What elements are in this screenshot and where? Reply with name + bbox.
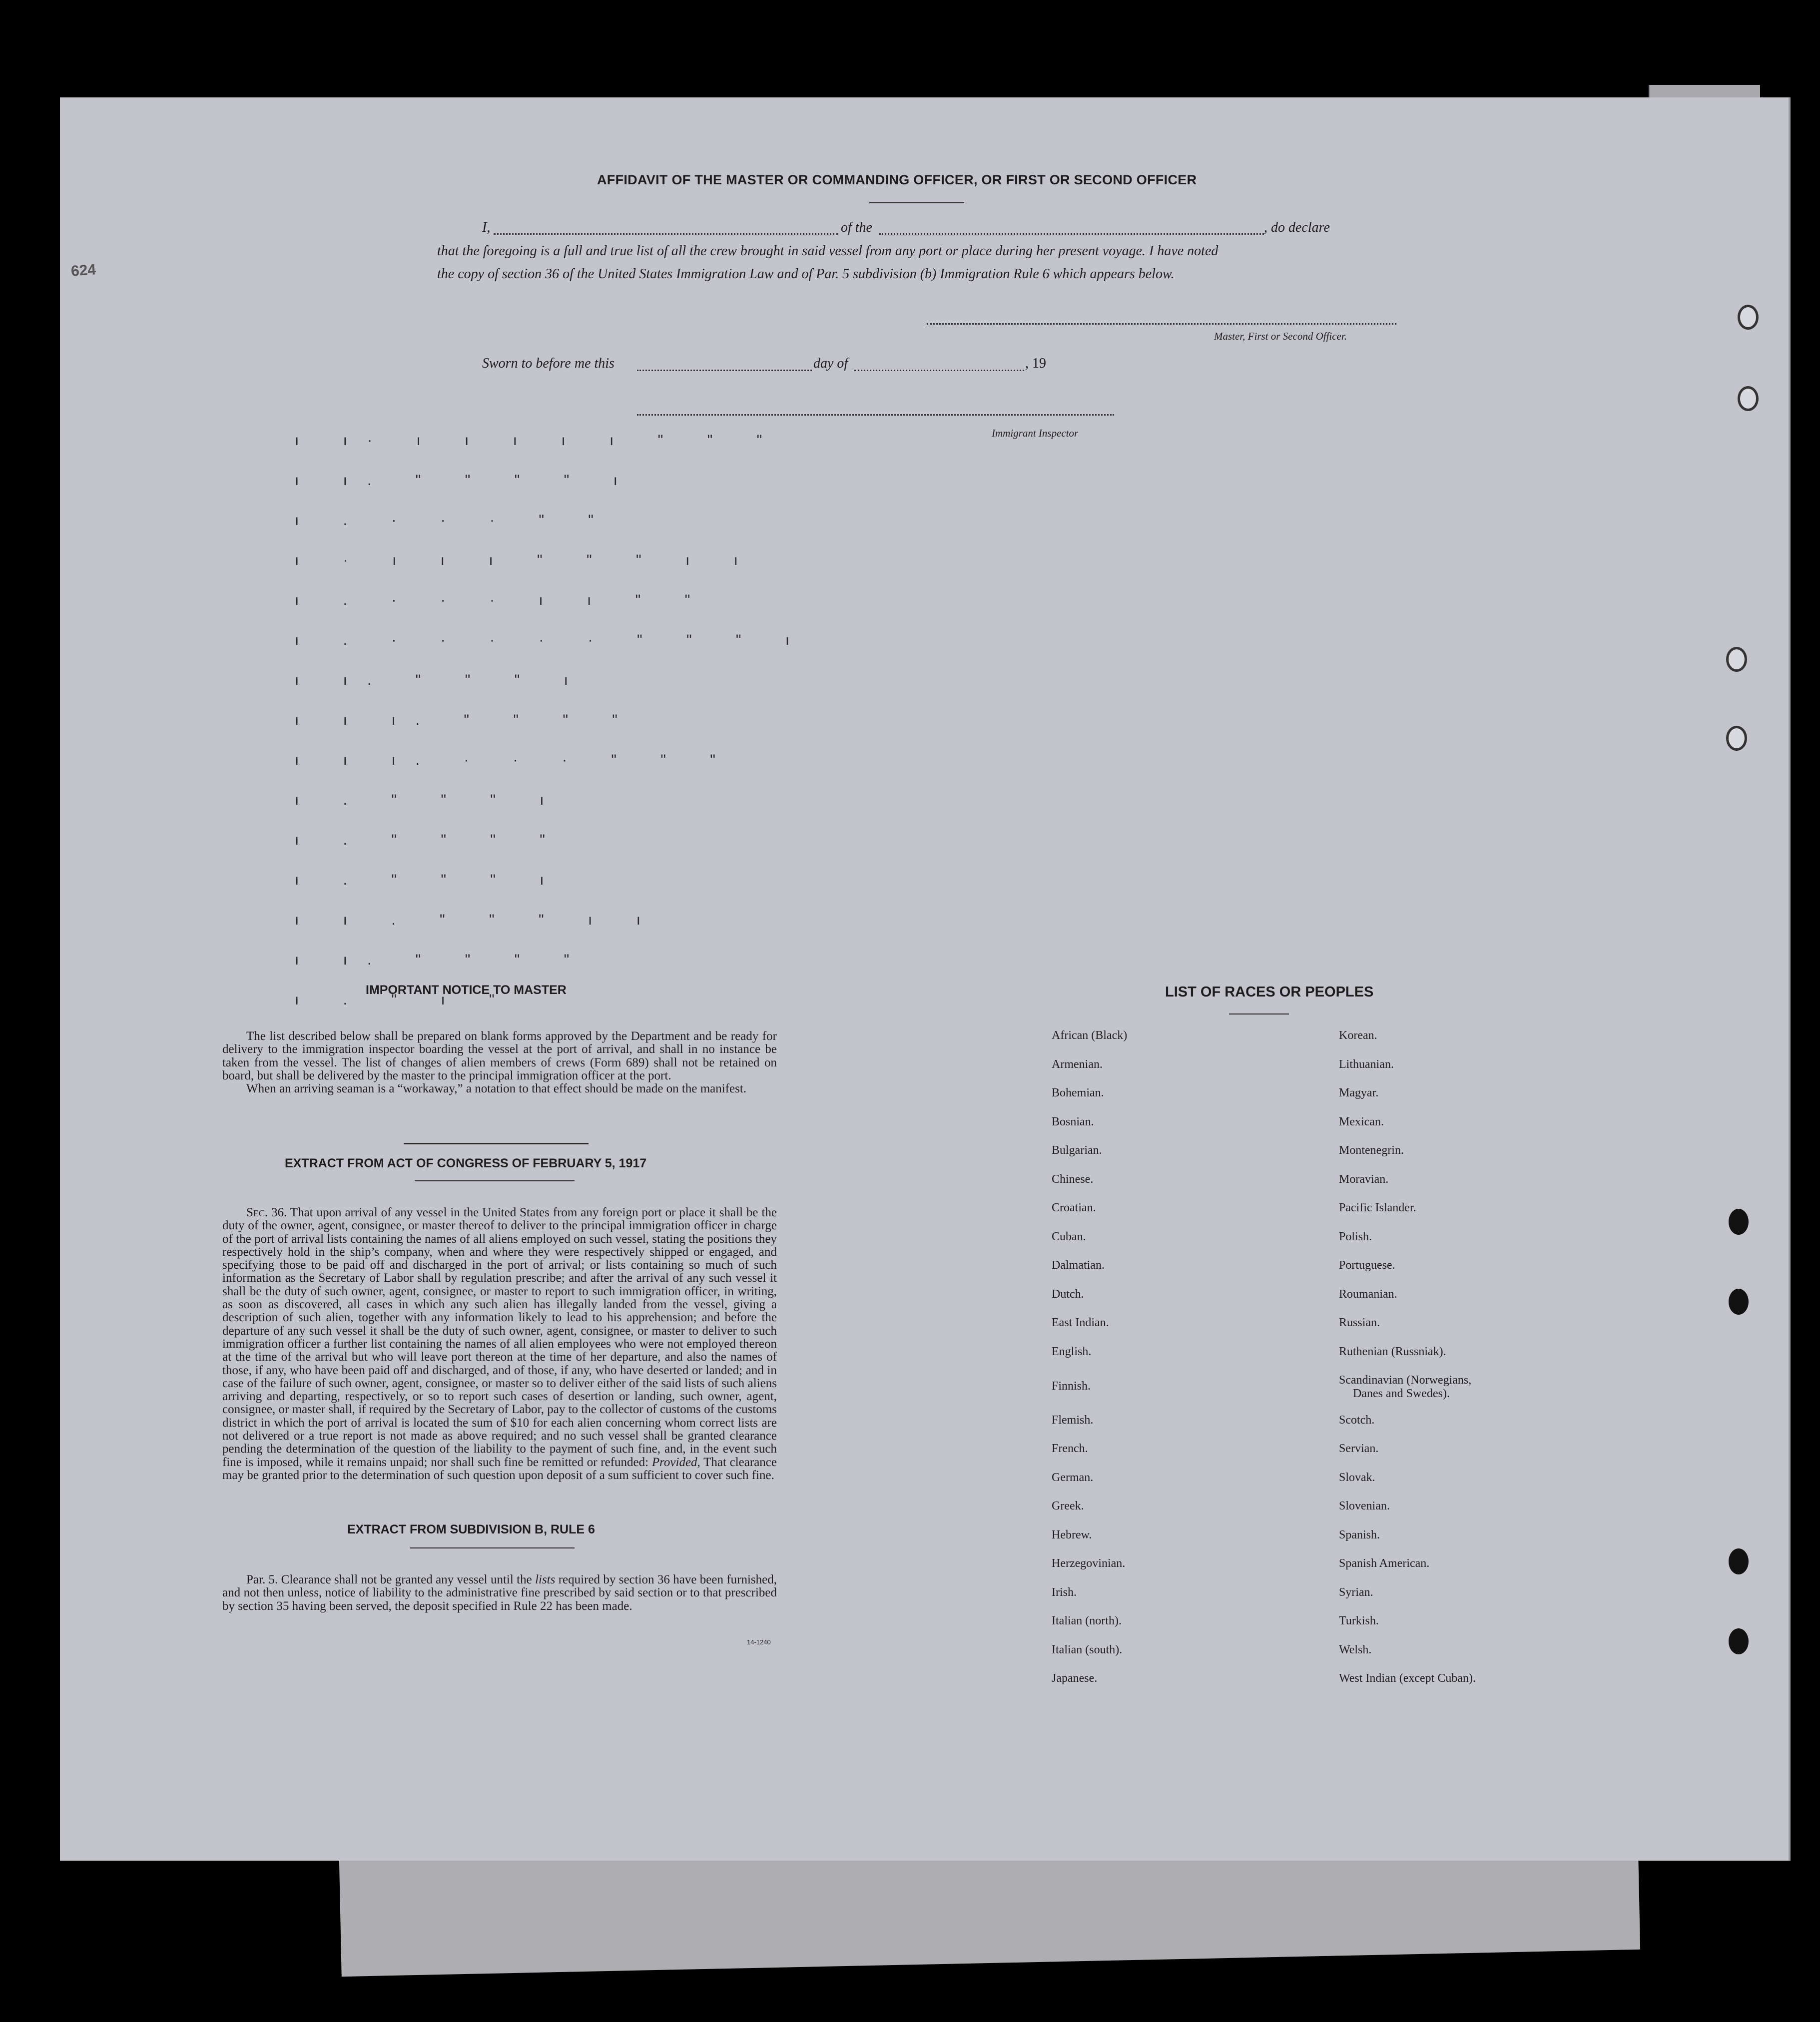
affidavit-title: AFFIDAVIT OF THE MASTER OR COMMANDING OFFICER, OR FIRST OR SECOND OFFICER <box>597 172 1197 187</box>
race-item-left: Dalmatian. <box>1052 1259 1105 1272</box>
race-item-right: Pacific Islander. <box>1339 1201 1416 1214</box>
bleed-through-marks: ı . " ı " <box>295 992 515 1008</box>
race-item-right: Danes and Swedes). <box>1353 1387 1450 1400</box>
race-item-left: Croatian. <box>1052 1201 1096 1214</box>
race-item-left: German. <box>1052 1471 1094 1484</box>
inspector-signature-blank[interactable] <box>637 414 1114 416</box>
race-item-left: Cuban. <box>1052 1230 1086 1243</box>
notice-paragraph-1: The list described below shall be prepared on blank forms approved by the Department and be ready for delivery to the immigration inspector boarding the vessel at the port of arrival, and shall in no instance be taken from the vessel. The list of changes of alien members of crews (Form 689) shall not be retained on board, but shall be delivered by the master to the principal immigration officer at the port. <box>222 1029 777 1082</box>
bleed-through-marks: ı · ı ı ı " " " ı ı <box>295 552 758 568</box>
act-rule <box>415 1180 575 1181</box>
rule-heading: EXTRACT FROM SUBDIVISION B, RULE 6 <box>347 1522 595 1536</box>
race-item-right: Slovenian. <box>1339 1500 1390 1513</box>
affidavit-line-2: that the foregoing is a full and true list of all the crew brought in said vessel from any port or place during her present voyage. I have noted <box>437 243 1218 259</box>
race-item-right: Turkish. <box>1339 1614 1379 1627</box>
do-declare-label: , do declare <box>1264 220 1330 235</box>
affidavit-i-label: I, <box>482 220 491 235</box>
race-item-left: Bosnian. <box>1052 1115 1094 1128</box>
bleed-through-marks: ı . · · · " " <box>295 512 613 528</box>
bleed-through-marks: ı ı. " " " " ı <box>295 472 637 489</box>
rule-body-pre: Par. 5. Clearance shall not be granted any vessel until the <box>246 1573 532 1586</box>
punch-hole <box>1729 1289 1749 1315</box>
bleed-through-marks: ı . " " " " <box>295 832 565 848</box>
bleed-through-marks: ı ı ı. · · · " " " <box>295 752 735 768</box>
race-item-left: Hebrew. <box>1052 1528 1092 1541</box>
race-item-left: Bulgarian. <box>1052 1144 1102 1157</box>
race-item-right: Welsh. <box>1339 1643 1372 1656</box>
race-item-left: Herzegovinian. <box>1052 1557 1126 1570</box>
race-item-right: Mexican. <box>1339 1115 1384 1128</box>
bleed-through-marks: ı ı· ı ı ı ı ı " " " <box>295 432 782 449</box>
name-blank[interactable] <box>494 233 838 235</box>
race-item-right: Polish. <box>1339 1230 1372 1243</box>
race-item-right: Lithuanian. <box>1339 1057 1394 1071</box>
sworn-label: Sworn to before me this <box>482 356 614 371</box>
act-text <box>222 1206 777 1482</box>
punch-hole <box>1726 726 1747 751</box>
rule-body-em: lists <box>535 1573 556 1586</box>
day-of-label: day of <box>813 356 848 371</box>
margin-number: 624 <box>70 261 97 280</box>
race-item-left: French. <box>1052 1442 1088 1455</box>
sworn-day-blank[interactable] <box>637 370 812 371</box>
race-item-right: Roumanian. <box>1339 1287 1397 1301</box>
race-item-right: Portuguese. <box>1339 1259 1395 1272</box>
race-item-left: African (Black) <box>1052 1029 1128 1042</box>
of-the-label: of the <box>841 220 872 235</box>
bleed-through-marks: ı . · · · · · " " " ı <box>295 632 810 648</box>
section-label: Sec. 36. <box>246 1206 287 1219</box>
vessel-blank[interactable] <box>879 233 1264 235</box>
master-signature-blank[interactable] <box>927 323 1396 325</box>
punch-hole <box>1726 647 1747 672</box>
race-item-right: Spanish American. <box>1339 1557 1430 1570</box>
race-item-left: Irish. <box>1052 1585 1077 1599</box>
act-body: That upon arrival of any vessel in the United States from any foreign port or place it shall be the duty of the owner, agent, consignee, or master thereof to deliver to the principal immigration officer in charge of the port of arrival lists containing the names of all aliens employed on such vessel, stating the positions they respectively hold in the ship’s company, when and where they were respectively shipped or engaged, and specifying those to be paid off and discharged in the port of arrival; or lists containing so much of such information as the Secretary of Labor shall by regulation prescribe; and after the arrival of any such vessel it shall be the duty of such owner, agent, consignee, or master to report to such immigration officer, in writing, as soon as discovered, all cases in which any such alien has illegally landed from the vessel, giving a description of such alien, together with any information likely to lead to his apprehension; and before the departure of any such vessel it shall be the duty of such owner, agent, consignee, or master to deliver to such immigration officer a further list containing the names of all alien employees who were not employed thereon at the time of the arrival but who will leave port thereon at the time of her departure, and also the names of those, if any, who have been paid off and discharged, and of those, if any, who have deserted or landed; and in case of the failure of such owner, agent, consignee, or master so to deliver either of the said lists of such aliens arriving and departing, respectively, or so to report such cases of desertion or landing, such owner, agent, consignee, or master shall, if required by the Secretary of Labor, pay to the collector of customs of the customs district in which the port of arrival is located the sum of $10 for each alien concerning whom correct lists are not delivered or a true report is not made as above required; and no such vessel shall be granted clearance pending the determination of the question of the liability to the payment of such fine, and, in the event such fine is imposed, while it remains unpaid; nor shall such fine be remitted or refunded: <box>222 1206 777 1469</box>
master-signature-label: Master, First or Second Officer. <box>1214 330 1347 342</box>
race-item-right: Montenegrin. <box>1339 1144 1404 1157</box>
race-item-right: Russian. <box>1339 1316 1380 1329</box>
race-item-right: Ruthenian (Russniak). <box>1339 1345 1446 1358</box>
notice-heading: IMPORTANT NOTICE TO MASTER <box>366 983 567 997</box>
race-item-right: Slovak. <box>1339 1471 1375 1484</box>
races-rule <box>1229 1013 1289 1014</box>
race-item-right: Syrian. <box>1339 1585 1373 1599</box>
race-item-right: Spanish. <box>1339 1528 1380 1541</box>
bleed-through-marks: ı ı. " " " " <box>295 952 590 968</box>
year-label: , 19 <box>1025 356 1046 371</box>
manifest-page <box>60 97 1791 1861</box>
act-heading: EXTRACT FROM ACT OF CONGRESS OF FEBRUARY 5, 1917 <box>285 1156 647 1170</box>
race-item-left: Finnish. <box>1052 1380 1091 1393</box>
race-item-right: Moravian. <box>1339 1172 1389 1186</box>
race-item-left: Italian (north). <box>1052 1614 1122 1627</box>
race-item-right: Servian. <box>1339 1442 1379 1455</box>
bleed-through-marks: ı . " " " ı <box>295 872 564 888</box>
bleed-through-marks: ı ı ı. " " " " <box>295 712 637 728</box>
bleed-through-marks: ı . · · · ı ı " " <box>295 592 710 608</box>
punch-hole <box>1729 1548 1749 1574</box>
notice-rule <box>404 1143 589 1144</box>
bleed-through-marks: ı ı. " " " ı <box>295 672 588 688</box>
sworn-month-blank[interactable] <box>854 370 1024 371</box>
punch-hole <box>1738 305 1759 330</box>
race-item-left: English. <box>1052 1345 1092 1358</box>
inspector-label: Immigrant Inspector <box>992 427 1079 439</box>
race-item-left: Flemish. <box>1052 1413 1094 1427</box>
bleed-through-marks: ı . " " " ı <box>295 792 564 808</box>
notice-paragraph-2: When an arriving seaman is a “workaway,” a notation to that effect should be made on the manifest. <box>246 1082 747 1096</box>
race-item-right: Korean. <box>1339 1029 1377 1042</box>
race-item-right: Magyar. <box>1339 1086 1379 1099</box>
title-underline <box>869 202 964 203</box>
race-item-left: Dutch. <box>1052 1287 1084 1301</box>
races-heading: LIST OF RACES OR PEOPLES <box>1165 984 1374 1000</box>
punch-hole <box>1729 1209 1749 1235</box>
bleed-through-marks: ı ı . " " " ı ı <box>295 912 660 928</box>
punch-hole <box>1738 386 1759 411</box>
notice-text <box>222 1030 777 1095</box>
race-item-left: Japanese. <box>1052 1672 1098 1685</box>
race-item-left: Italian (south). <box>1052 1643 1123 1656</box>
form-number: 14-1240 <box>747 1638 771 1646</box>
rule-text <box>222 1573 777 1613</box>
race-item-right: Scotch. <box>1339 1413 1375 1427</box>
provided-label: Provided, <box>651 1455 700 1469</box>
rule-body-post: required by section 36 have been furnished, and not then unless, notice of liability to the administrative fine prescribed by said section or to that prescribed by section 35 having been served, the deposit specified in Rule 22 has been made. <box>222 1573 777 1613</box>
race-item-right: Scandinavian (Norwegians, <box>1339 1374 1472 1387</box>
race-item-right: West Indian (except Cuban). <box>1339 1672 1476 1685</box>
act-body-end: That clearance may be granted prior to the determination of such question upon deposit of a sum sufficient to cover such fine. <box>222 1455 777 1482</box>
race-item-left: Bohemian. <box>1052 1086 1104 1099</box>
rule-rule <box>410 1547 575 1548</box>
race-item-left: Greek. <box>1052 1500 1084 1513</box>
affidavit-line-3: the copy of section 36 of the United States Immigration Law and of Par. 5 subdivision (b) Immigration Rule 6 which appears below. <box>437 266 1175 282</box>
punch-hole <box>1729 1628 1749 1654</box>
race-item-left: Chinese. <box>1052 1172 1094 1186</box>
race-item-left: Armenian. <box>1052 1057 1103 1071</box>
race-item-left: East Indian. <box>1052 1316 1109 1329</box>
